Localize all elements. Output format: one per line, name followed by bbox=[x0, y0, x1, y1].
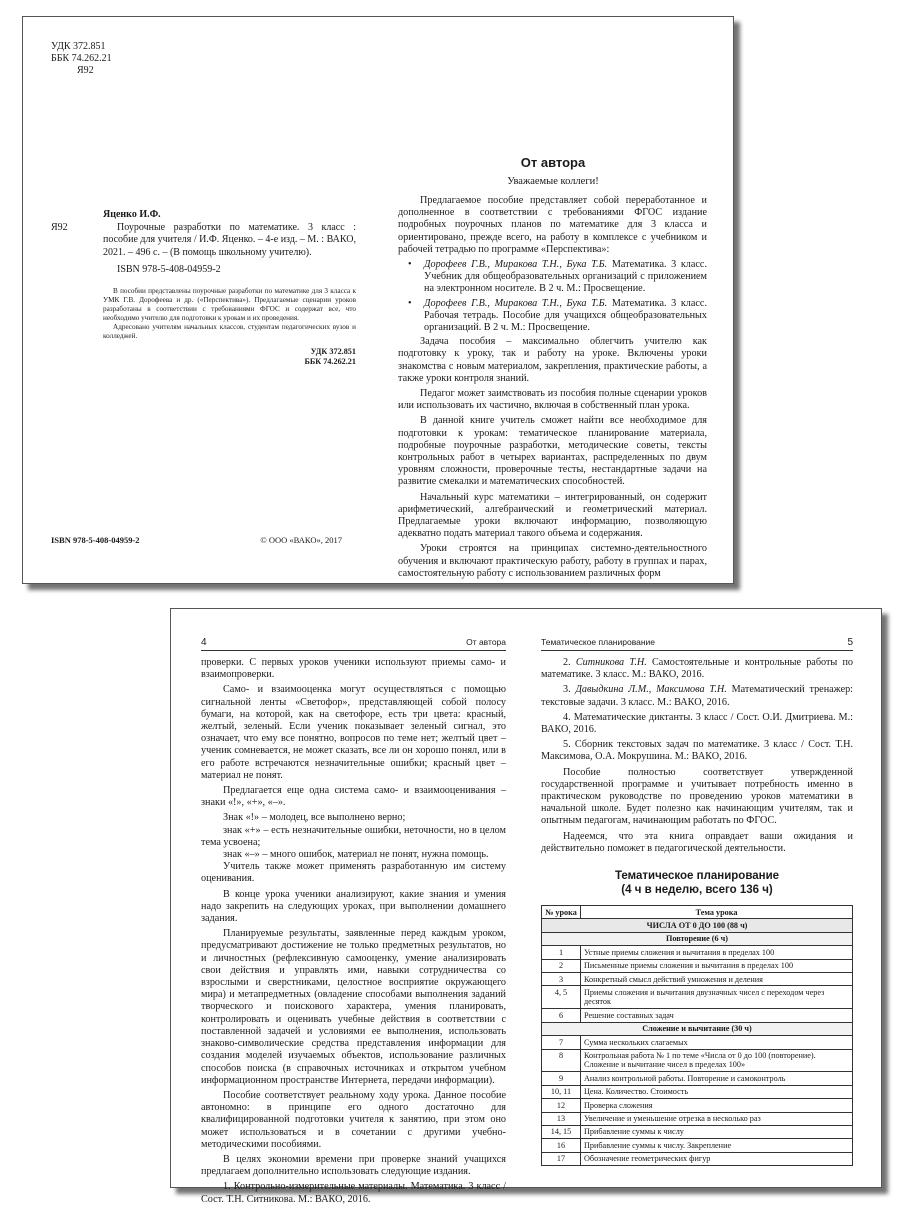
paragraph: Надеемся, что эта книга оправдает ваши ожидания и действительно поможет в педагогической деятельности. bbox=[541, 830, 853, 854]
table-subsection-row bbox=[542, 1022, 853, 1035]
table-row bbox=[542, 1036, 853, 1049]
page-number: 5 bbox=[847, 637, 853, 648]
paragraph: В целях экономии времени при проверке знаний учащихся предлагаем дополнительно использовать следующие издания. bbox=[201, 1153, 506, 1178]
lesson-number: 3 bbox=[542, 973, 581, 986]
page-body bbox=[201, 657, 506, 1209]
preface-paragraph: Уроки строятся на принципах системно-деятельностного обучения и включают практическую работу, работу в группах и парах, самостоятельную работу с использованием различных форм bbox=[398, 543, 707, 579]
lesson-number: 2 bbox=[542, 959, 581, 972]
table-row bbox=[542, 1085, 853, 1098]
table-row bbox=[542, 1112, 853, 1125]
paragraph: Пособие соответствует реальному ходу урока. Данное пособие автономно: в принципе его одного достаточно для квалифицированной подготовки учителя к занятию, при этом оно может использоваться и в сочетании с другими учебно-методическими пособиями. bbox=[201, 1089, 506, 1150]
paragraph: знак «–» – много ошибок, материал не понят, нужна помощь. bbox=[223, 849, 489, 861]
page-body bbox=[541, 657, 853, 1166]
table-row bbox=[542, 986, 853, 1009]
lesson-number: 12 bbox=[542, 1099, 581, 1112]
reference-item: 3. Давыдкина Л.М., Максимова Т.Н. Математический тренажер: текстовые задачи. 3 класс. М.: ВАКО, 2016. bbox=[541, 684, 854, 708]
preface-paragraph: В данной книге учитель сможет найти все необходимое для подготовки к урокам: тематическое планирование материала, подробные поурочные разработки, методические советы, тексты контрольных работ в четырех вариантах, распределенных по двум уровням сложности, проверочные тесты, нестандартные задачи на развитие смекалки и математических способностей. bbox=[398, 415, 707, 488]
book-spread-2 bbox=[170, 608, 882, 1205]
lesson-number: 10, 11 bbox=[542, 1085, 581, 1098]
table-row bbox=[542, 1072, 853, 1085]
lesson-topic: Письменные приемы сложения и вычитания в пределах 100 bbox=[581, 959, 853, 972]
bbk-code-right: ББК 74.262.21 bbox=[304, 356, 356, 366]
lesson-topic: Устные приемы сложения и вычитания в пределах 100 bbox=[581, 946, 853, 959]
preface-title: От автора bbox=[520, 155, 586, 170]
preface-page bbox=[378, 17, 733, 583]
table-section-row bbox=[542, 919, 853, 932]
preface-paragraph: Педагог может заимствовать из пособия полные сценарии уроков или использовать их частично, включая в собственный план урока. bbox=[398, 388, 707, 412]
udk-code-right: УДК 372.851 bbox=[310, 346, 356, 356]
paragraph: Знак «!» – молодец, все выполнено верно; bbox=[223, 812, 406, 824]
lesson-number: 14, 15 bbox=[542, 1125, 581, 1138]
footer-isbn: ISBN 978-5-408-04959-2 bbox=[51, 535, 140, 545]
preface-paragraph: Задача пособия – максимально облегчить учителю как подготовку к уроку, так и работу на уроке. Включены уроки знакомства с новым материалом, закрепления, практические работы, а также уроки контроля знаний. bbox=[398, 336, 707, 384]
record-isbn: ISBN 978-5-408-04959-2 bbox=[117, 264, 221, 275]
reference-item: 4. Математические диктанты. 3 класс / Сост. О.И. Дмитриева. М.: ВАКО, 2016. bbox=[541, 711, 853, 736]
lesson-number: 17 bbox=[542, 1152, 581, 1165]
preface-body bbox=[398, 195, 707, 583]
paragraph: Планируемые результаты, заявленные перед каждым уроком, предусматривают достижение не только предметных результатов, но и личностных (рефлексивную самооценку, умение анализировать свои действия и управлять ими, навыки сотрудничества со взрослыми и сверстниками, целостное восприятие окружающего мира) и метапредметных (овладение способами выполнения заданий творческого и поискового характера, умения планировать, контролировать и оценивать учебные действия в соответствии с поставленной задачей и условиями ее выполнения, использовать знаково-символические средства представления информации для создания моделей изучаемых объектов, использование различных способов поиска (в справочных источниках и открытом учебном информационном пространстве Интернета, передачи информации). bbox=[201, 928, 506, 1086]
lesson-topic: Увеличение и уменьшение отрезка в несколько раз bbox=[581, 1112, 853, 1125]
running-head-title: От автора bbox=[466, 637, 506, 647]
table-row bbox=[542, 1125, 853, 1138]
plan-title bbox=[541, 869, 853, 897]
lesson-topic: Сумма нескольких слагаемых bbox=[581, 1036, 853, 1049]
subsection-heading: Сложение и вычитание (30 ч) bbox=[542, 1022, 853, 1035]
lesson-number: 16 bbox=[542, 1139, 581, 1152]
annotation-text: В пособии представлены поурочные разработки по математике для 3 класса к УМК Г.В. Дорофеева и др. («Перспектива»). Предлагаемые сценарии уроков разработаны в соответствии с требованиями ФГОС и содержат все, что необходимо учителю для подготовки к урокам и их проведения. bbox=[103, 286, 356, 322]
column-header-number: № урока bbox=[542, 906, 581, 919]
lesson-number: 6 bbox=[542, 1009, 581, 1022]
record-author: Яценко И.Ф. bbox=[103, 209, 161, 220]
udk-code: УДК 372.851 bbox=[51, 41, 106, 52]
subsection-heading: Повторение (6 ч) bbox=[542, 932, 853, 945]
reference-item: 1. Контрольно-измерительные материалы. Математика. 3 класс / Сост. Т.Н. Ситникова. М.: ВАКО, 2016. bbox=[201, 1181, 506, 1205]
preface-intro: Предлагаемое пособие представляет собой переработанное и дополненное в соответствии с требованиями ФГОС издание подробных поурочных планов по математике для 3 класса и ориентировано, прежде всего, на работу в комплексе с учебником и рабочей тетрадью по программе «Перспектива»: bbox=[398, 195, 707, 255]
page-number: 4 bbox=[201, 637, 207, 648]
section-heading: ЧИСЛА ОТ 0 ДО 100 (88 ч) bbox=[542, 919, 853, 932]
table-row bbox=[542, 1049, 853, 1072]
imprint-footer bbox=[51, 535, 356, 545]
annotation-audience: Адресовано учителям начальных классов, студентам педагогических вузов и колледжей. bbox=[103, 322, 356, 340]
table-row bbox=[542, 946, 853, 959]
record-code: Я92 bbox=[51, 221, 68, 233]
footer-copyright: © ООО «ВАКО», 2017 bbox=[260, 535, 342, 545]
paragraph: Само- и взаимооценка могут осуществляться с помощью сигнальной ленты «Светофор», представляющей собой полосу бумаги, на которой, как на светофоре, есть три цвета: красный, желтый, зеленый. Если ученик показывает зеленый сигнал, это означает, что ему все понятно, вопросов по теме нет; желтый цвет – ученик сомневается, не может сказать, все ли он хорошо понял, или в его работе встречаются незначительные ошибки; красный цвет – материал не понят. bbox=[201, 684, 506, 781]
paragraph: Пособие полностью соответствует утвержденной государственной программе и учитывает потребность именно в практическом руководстве по проведению уроков математики в начальной школе. Будет полезно как начинающим учителям, так и опытным педагогам, начинающим работать по ФГОС. bbox=[541, 766, 853, 827]
paragraph: В конце урока ученики анализируют, какие знания и умения надо закрепить на следующих уроках, при выполнении домашнего задания. bbox=[201, 888, 506, 925]
classification-codes bbox=[51, 41, 112, 77]
lesson-topic: Цена. Количество. Стоимость bbox=[581, 1085, 853, 1098]
lesson-topic: Анализ контрольной работы. Повторение и самоконтроль bbox=[581, 1072, 853, 1085]
lesson-topic: Прибавление суммы к числу. Закрепление bbox=[581, 1139, 853, 1152]
classification-codes-right bbox=[51, 347, 356, 367]
paragraph: знак «+» – есть незначительные ошибки, неточности, но в целом тема усвоена; bbox=[201, 824, 506, 848]
lesson-number: 13 bbox=[542, 1112, 581, 1125]
table-row bbox=[542, 1152, 853, 1165]
author-mark: Я92 bbox=[77, 65, 94, 76]
paragraph: Учитель также может применять разработанную им систему оценивания. bbox=[201, 861, 506, 885]
lesson-topic: Проверка сложения bbox=[581, 1099, 853, 1112]
lesson-topic: Конкретный смысл действий умножения и деления bbox=[581, 973, 853, 986]
paragraph: Предлагается еще одна система само- и взаимооценивания – знаки «!», «+», «–». bbox=[201, 785, 506, 809]
bbk-code: ББК 74.262.21 bbox=[51, 53, 112, 64]
table-row bbox=[542, 959, 853, 972]
lesson-number: 1 bbox=[542, 946, 581, 959]
textbook-list bbox=[398, 259, 707, 334]
lesson-topic: Обозначение геометрических фигур bbox=[581, 1152, 853, 1165]
plan-title-line: Тематическое планирование bbox=[614, 870, 780, 883]
reference-item: 5. Сборник текстовых задач по математике. 3 класс / Сост. Т.Н. Максимова, О.А. Мокрушина. М.: ВАКО, 2016. bbox=[541, 739, 853, 763]
running-header bbox=[201, 637, 506, 651]
lesson-topic: Решение составных задач bbox=[581, 1009, 853, 1022]
paragraph: проверки. С первых уроков ученики используют приемы само- и взаимопроверки. bbox=[201, 657, 506, 681]
lesson-number: 7 bbox=[542, 1036, 581, 1049]
column-header-topic: Тема урока bbox=[581, 906, 853, 919]
book-spread-1 bbox=[22, 16, 734, 584]
reference-item: 2. Ситникова Т.Н. Самостоятельные и контрольные работы по математике. 3 класс. М.: ВАКО, 2016. bbox=[541, 657, 854, 681]
thematic-plan-table bbox=[541, 905, 853, 1166]
table-row bbox=[542, 1139, 853, 1152]
lesson-topic: Прибавление суммы к числу bbox=[581, 1125, 853, 1138]
lesson-number: 8 bbox=[542, 1049, 581, 1072]
plan-hours-line: (4 ч в неделю, всего 136 ч) bbox=[621, 884, 773, 897]
record-text: Поурочные разработки по математике. 3 класс : пособие для учителя / И.Ф. Яценко. – 4-е изд. – М. : ВАКО, 2021. – 496 с. – (В помощь школьному учителю). bbox=[103, 221, 356, 258]
lesson-topic: Контрольная работа № 1 по теме «Числа от 0 до 100 (повторение). Сложение и вычитание чисел в пределах 100» bbox=[581, 1049, 853, 1072]
list-item: • Дорофеев Г.В., Миракова Т.Н., Бука Т.Б. Математика. 3 класс. Учебник для общеобразовательных организаций с приложением на электронном носителе. В 2 ч. М.: Просвещение. bbox=[398, 259, 707, 296]
page-5 bbox=[526, 609, 881, 1187]
annotation bbox=[103, 287, 356, 341]
list-item: • Дорофеев Г.В., Миракова Т.Н., Бука Т.Б. Математика. 3 класс. Рабочая тетрадь. Пособие для учащихся общеобразовательных организаций. В 2 ч. М.: Просвещение. bbox=[398, 298, 707, 335]
imprint-page bbox=[23, 17, 378, 583]
preface-paragraph: Начальный курс математики – интегрированный, он содержит арифметический, алгебраический и геометрический материал. Предлагаемые уроки включают информацию, позволяющую адекватно подать материал такого объема и содержания. bbox=[398, 491, 707, 540]
table-row bbox=[542, 1099, 853, 1112]
lesson-number: 4, 5 bbox=[542, 986, 581, 1009]
lesson-number: 9 bbox=[542, 1072, 581, 1085]
table-subsection-row bbox=[542, 932, 853, 945]
table-row bbox=[542, 1009, 853, 1022]
table-row bbox=[542, 973, 853, 986]
lesson-topic: Приемы сложения и вычитания двузначных чисел с переходом через десяток bbox=[581, 986, 853, 1009]
preface-greeting: Уважаемые коллеги! bbox=[507, 176, 599, 187]
page-4 bbox=[171, 609, 526, 1205]
bibliographic-record bbox=[51, 209, 356, 367]
running-header bbox=[541, 637, 853, 651]
running-head-title: Тематическое планирование bbox=[541, 637, 656, 647]
